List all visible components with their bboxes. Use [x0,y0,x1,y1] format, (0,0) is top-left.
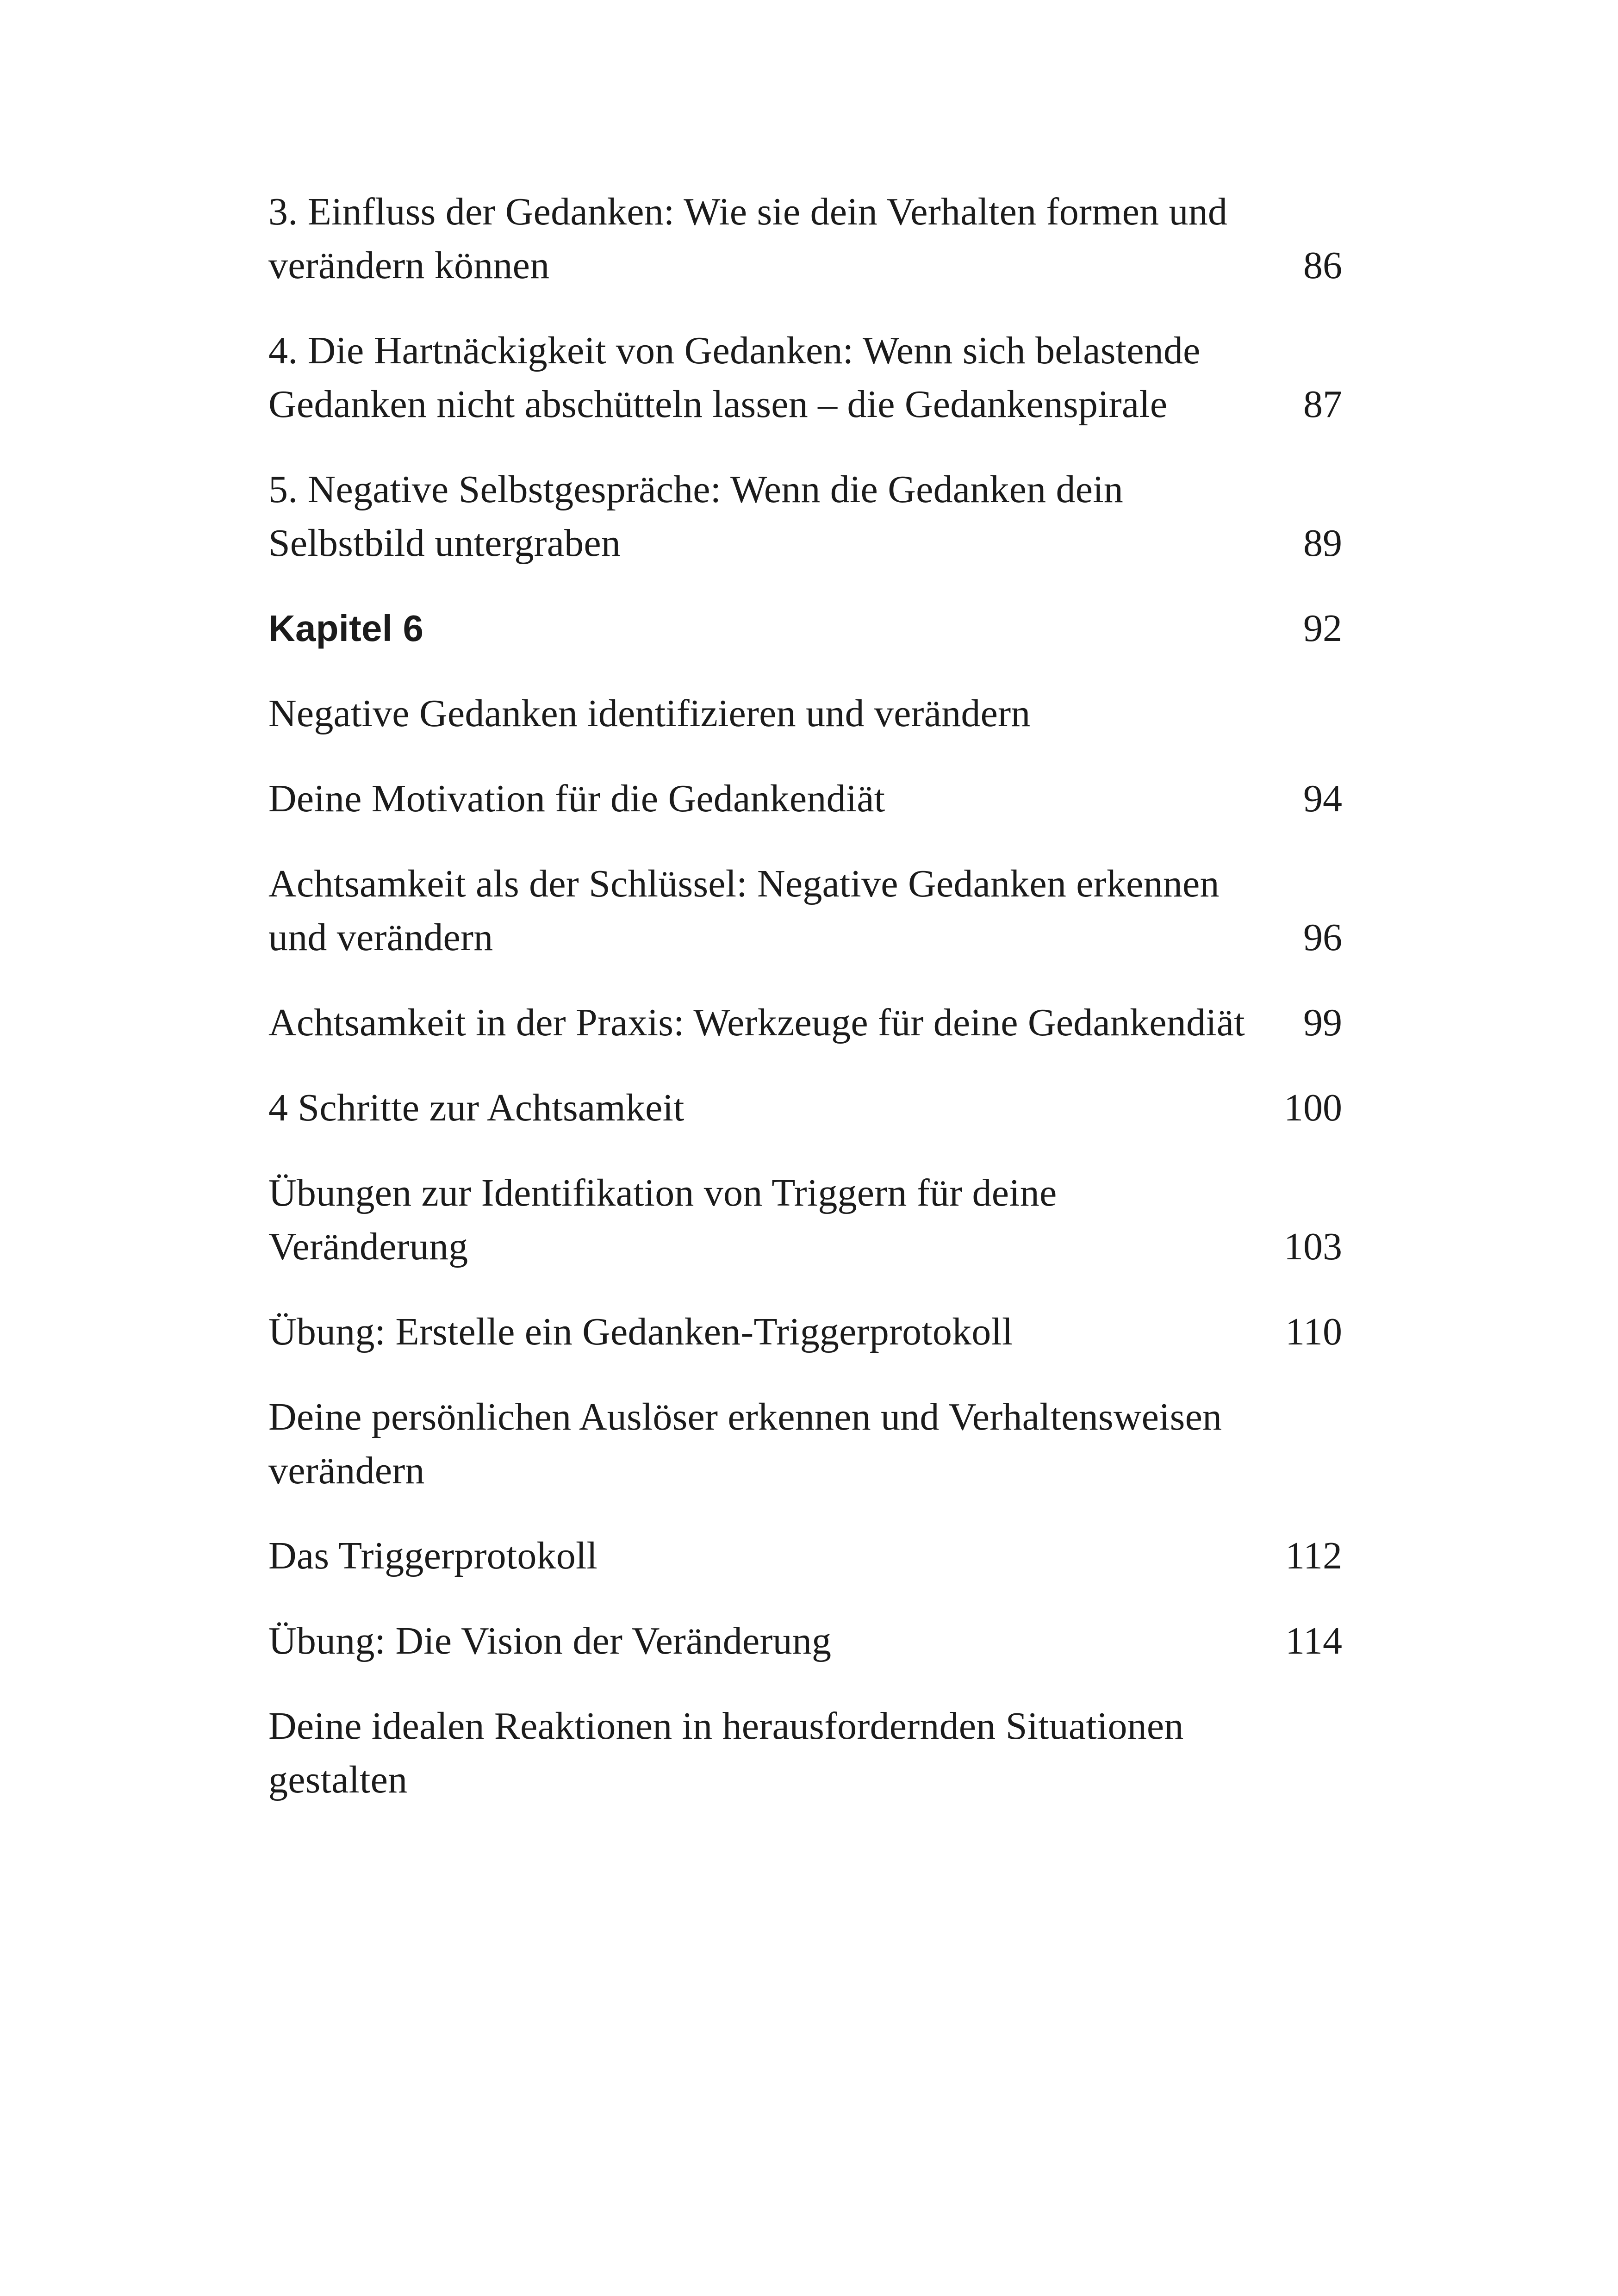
toc-page-number: 114 [1285,1619,1342,1662]
toc-entry [268,1390,1342,1498]
toc-entry-label: Das Triggerprotokoll [268,1534,598,1577]
toc-entry-label: Übungen zur Identifikation von Triggern für deine Veränderung [268,1171,1057,1268]
toc-entry [268,1529,1342,1583]
toc-entry [268,772,1342,826]
toc-entry-label: 5. Negative Selbstgespräche: Wenn die Gedanken dein Selbstbild untergraben [268,468,1123,565]
toc-page-number: 92 [1303,607,1342,650]
toc-entry-label: Übung: Erstelle ein Gedanken-Triggerprotokoll [268,1310,1013,1353]
toc-entry-label: Achtsamkeit als der Schlüssel: Negative Gedanken erkennen und verändern [268,862,1220,959]
table-of-contents [268,185,1342,1838]
toc-entry-label: Deine idealen Reaktionen in herausfordernden Situationen gestalten [268,1705,1184,1801]
toc-page-number: 100 [1284,1086,1342,1129]
toc-page-number: 94 [1303,777,1342,820]
toc-entry [268,1081,1342,1135]
toc-page-number: 86 [1303,244,1342,287]
toc-entry-label: Achtsamkeit in der Praxis: Werkzeuge für deine Gedankendiät [268,1001,1245,1044]
toc-entry [268,996,1342,1050]
toc-entry-label: 4. Die Hartnäckigkeit von Gedanken: Wenn sich belastende Gedanken nicht abschütteln lassen – die Gedankenspirale [268,329,1201,426]
toc-entry [268,1699,1342,1807]
toc-page-number: 99 [1303,1001,1342,1044]
toc-entry [268,463,1342,570]
toc-entry [268,1305,1342,1359]
toc-entry-label: Übung: Die Vision der Veränderung [268,1619,832,1662]
toc-entry-label: 4 Schritte zur Achtsamkeit [268,1086,685,1129]
toc-page-number: 87 [1303,383,1342,426]
toc-entry-label: Negative Gedanken identifizieren und verändern [268,692,1031,735]
toc-page-number: 110 [1285,1310,1342,1353]
toc-entry-label: 3. Einfluss der Gedanken: Wie sie dein Verhalten formen und verändern können [268,190,1228,287]
toc-page-number: 112 [1285,1534,1342,1577]
toc-entry [268,687,1342,740]
toc-entry-label: Deine persönlichen Auslöser erkennen und Verhaltensweisen verändern [268,1395,1222,1492]
toc-entry [268,1614,1342,1668]
toc-entry [268,1166,1342,1274]
toc-chapter-heading [268,602,1342,655]
toc-page-number: 89 [1303,522,1342,565]
toc-page-number: 103 [1284,1225,1342,1268]
toc-entry [268,324,1342,431]
toc-page-number: 96 [1303,916,1342,959]
toc-chapter-label: Kapitel 6 [268,608,424,649]
toc-entry [268,857,1342,964]
toc-entry-label: Deine Motivation für die Gedankendiät [268,777,885,820]
toc-entry [268,185,1342,292]
